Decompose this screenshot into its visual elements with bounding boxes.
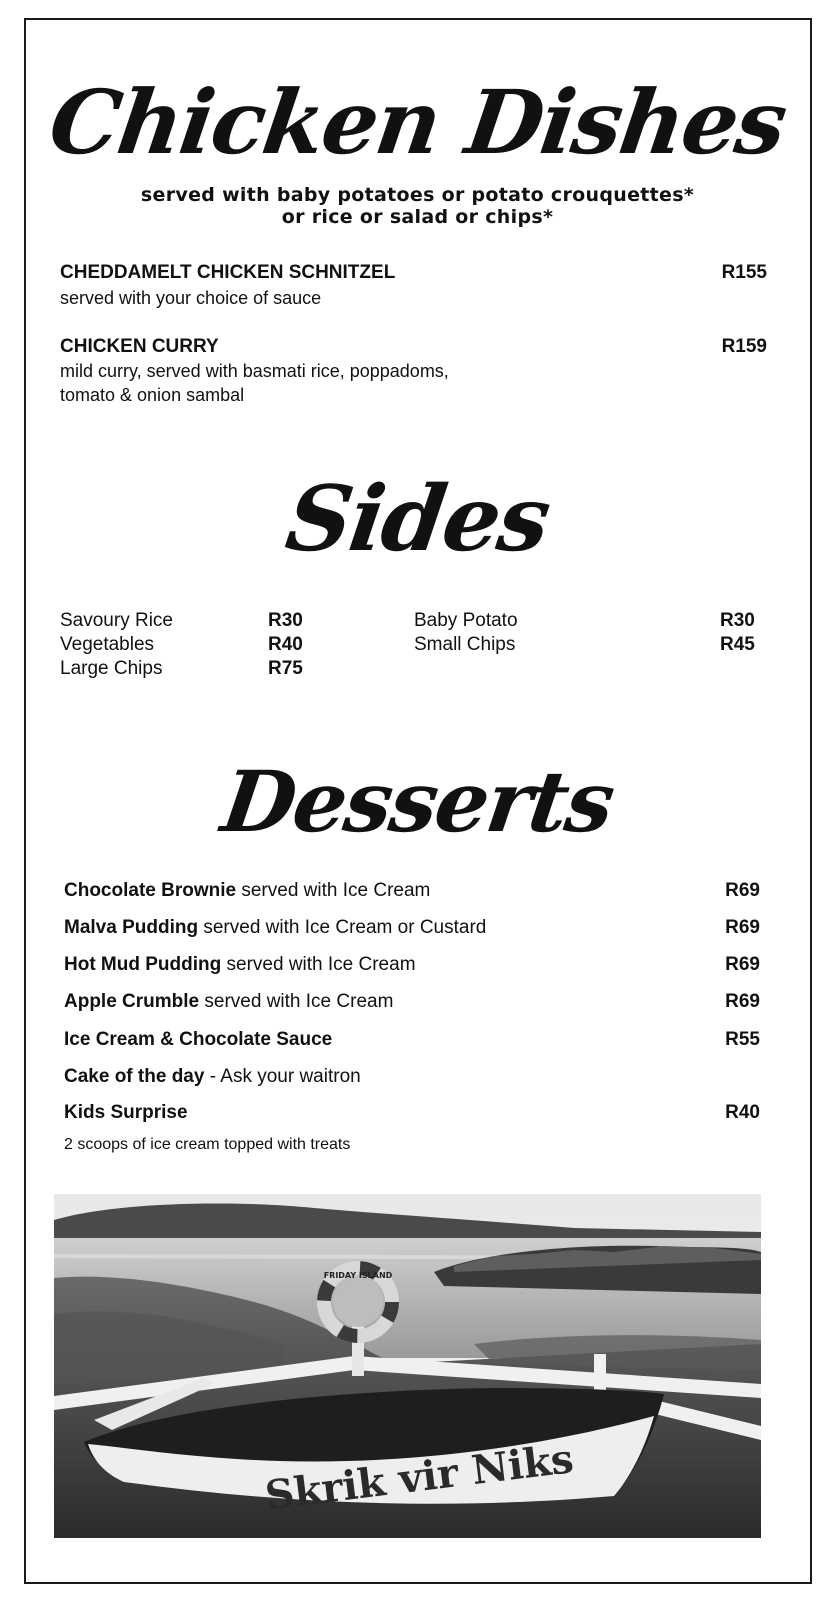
dessert-name: Malva Pudding bbox=[64, 917, 199, 938]
dessert-name: Hot Mud Pudding bbox=[64, 954, 222, 975]
chicken-subtitle-line2: or rice or salad or chips* bbox=[281, 206, 554, 228]
chicken-item-desc: tomato & onion sambal bbox=[60, 385, 245, 405]
side-item-name: Savoury Rice bbox=[60, 610, 173, 631]
dessert-item bbox=[64, 917, 486, 939]
dessert-name: Ice Cream & Chocolate Sauce bbox=[64, 1029, 333, 1050]
side-item-name: Vegetables bbox=[60, 634, 155, 655]
dessert-desc: served with Ice Cream or Custard bbox=[198, 917, 487, 938]
dessert-name: Chocolate Brownie bbox=[64, 880, 237, 901]
dessert-desc: served with Ice Cream bbox=[221, 954, 416, 975]
chicken-item-desc: served with your choice of sauce bbox=[60, 288, 322, 308]
side-item-name: Baby Potato bbox=[414, 610, 518, 631]
dessert-price: R55 bbox=[725, 1029, 760, 1050]
dessert-item bbox=[64, 1102, 188, 1124]
dessert-item bbox=[64, 991, 393, 1013]
dessert-price: R40 bbox=[725, 1102, 760, 1123]
kids-surprise-note: 2 scoops of ice cream topped with treats bbox=[64, 1136, 351, 1153]
chicken-item-desc: mild curry, served with basmati rice, poppadoms, bbox=[60, 361, 449, 381]
boat-name-text: Skrik vir Niks bbox=[262, 1435, 576, 1520]
side-item-price: R30 bbox=[720, 610, 755, 631]
side-item-name: Small Chips bbox=[414, 634, 516, 655]
desserts-title: Desserts bbox=[216, 752, 619, 851]
side-item-price: R40 bbox=[268, 634, 303, 655]
side-item-name: Large Chips bbox=[60, 658, 163, 679]
side-item-price: R30 bbox=[268, 610, 303, 631]
dessert-desc: served with Ice Cream bbox=[236, 880, 431, 901]
dessert-desc: - Ask your waitron bbox=[204, 1066, 361, 1087]
dessert-name: Kids Surprise bbox=[64, 1102, 188, 1123]
chicken-subtitle-line1: served with baby potatoes or potato crouquettes* bbox=[140, 184, 695, 206]
chicken-dishes-title: Chicken Dishes bbox=[43, 70, 792, 174]
dessert-price: R69 bbox=[725, 880, 760, 901]
chicken-item-name: CHICKEN CURRY bbox=[60, 336, 219, 357]
side-item-price: R75 bbox=[268, 658, 303, 679]
dessert-item bbox=[64, 1029, 332, 1051]
dessert-item bbox=[64, 1066, 361, 1088]
chicken-item-price: R155 bbox=[721, 262, 767, 283]
dessert-name: Apple Crumble bbox=[64, 991, 200, 1012]
sides-title: Sides bbox=[280, 466, 555, 572]
dessert-item bbox=[64, 880, 430, 902]
dessert-price: R69 bbox=[725, 917, 760, 938]
chicken-item-price: R159 bbox=[721, 336, 767, 357]
dessert-price: R69 bbox=[725, 954, 760, 975]
side-item-price: R45 bbox=[720, 634, 755, 655]
dessert-desc: served with Ice Cream bbox=[199, 991, 394, 1012]
dessert-item bbox=[64, 954, 416, 976]
dessert-price: R69 bbox=[725, 991, 760, 1012]
chicken-item-name: CHEDDAMELT CHICKEN SCHNITZEL bbox=[60, 262, 396, 283]
dessert-name: Cake of the day bbox=[64, 1066, 205, 1087]
lifebuoy-label: FRIDAY ISLAND bbox=[323, 1271, 393, 1280]
boat-photo bbox=[54, 1194, 761, 1538]
